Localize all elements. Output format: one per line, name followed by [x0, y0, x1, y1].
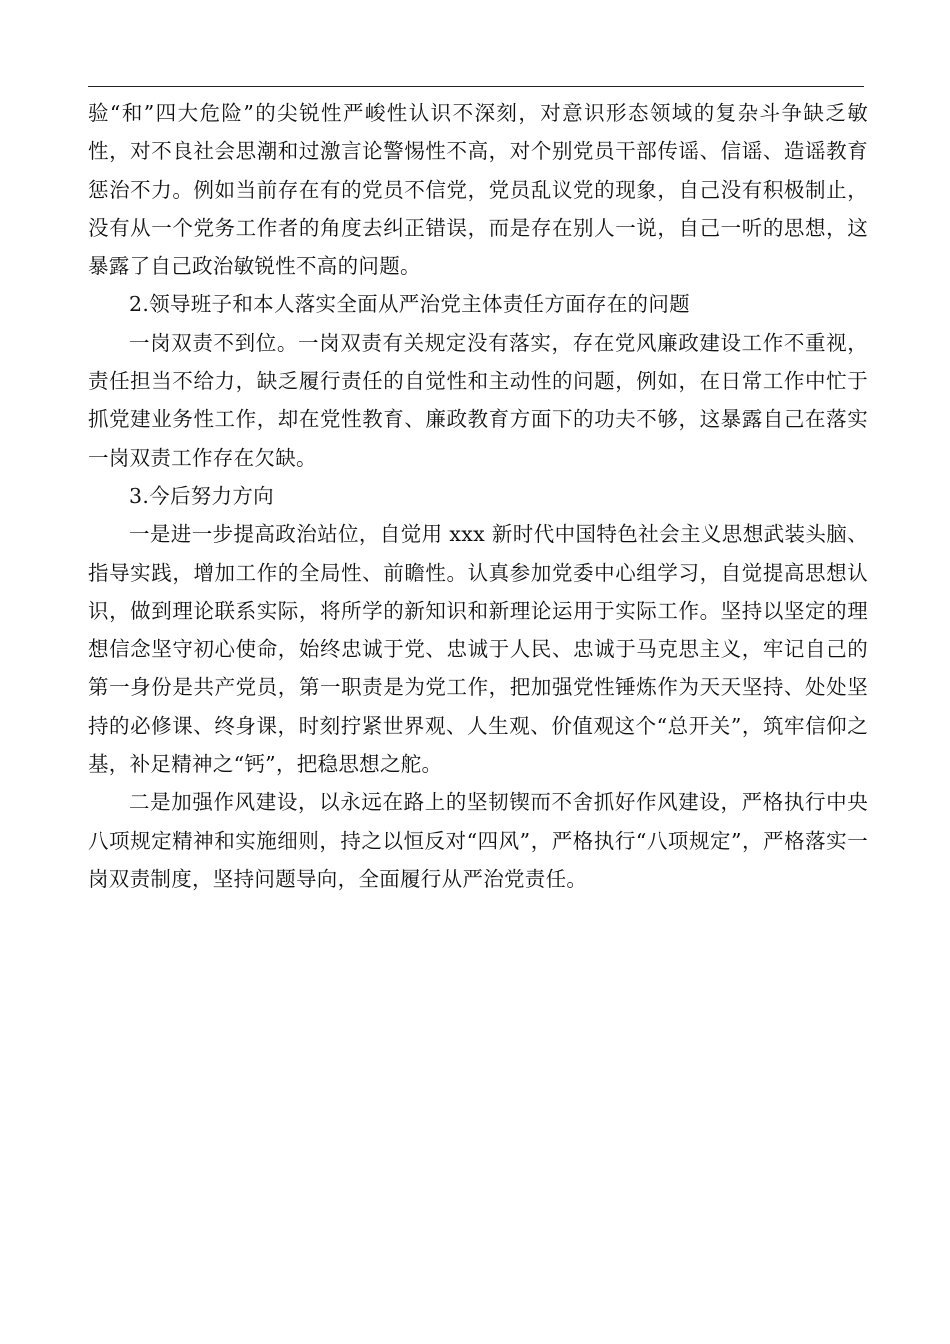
- paragraph-political-standing: 一是进一步提高政治站位，自觉用 xxx 新时代中国特色社会主义思想武装头脑、指导实践，增加工作的全局性、前瞻性。认真参加党委中心组学习，自觉提高思想认识，做到理论联系实际，将所学的新知识和新理论运用于实际工作。坚持以坚定的理想信念坚守初心使命，始终忠诚于党、忠诚于人民、忠诚于马克思主义，牢记自己的第一身份是共产党员，第一职责是为党工作，把加强党性锤炼作为天天坚持、处处坚持的必修课、终身课，时刻拧紧世界观、人生观、价值观这个“总开关”，筑牢信仰之基，补足精神之“钙”，把稳思想之舵。: [88, 522, 868, 777]
- document-body: [88, 94, 868, 898]
- header-rule: [88, 86, 864, 87]
- paragraph-work-style: 二是加强作风建设，以永远在路上的坚韧锲而不舍抓好作风建设，严格执行中央八项规定精神和实施细则，持之以恒反对“四风”，严格执行“八项规定”，严格落实一岗双责制度，坚持问题导向，全面履行从严治党责任。: [88, 790, 868, 891]
- section-heading-responsibility: 2.领导班子和本人落实全面从严治党主体责任方面存在的问题: [129, 292, 690, 317]
- paragraph-political-sensitivity: 验“和”四大危险”的尖锐性严峻性认识不深刻，对意识形态领域的复杂斗争缺乏敏性，对不良社会思潮和过激言论警惕性不高，对个别党员干部传谣、信谣、造谣教育惩治不力。例如当前存在有的党员不信党，党员乱议党的现象，自己没有积极制止，没有从一个党务工作者的角度去纠正错误，而是存在别人一说，自己一听的思想，这暴露了自己政治敏锐性不高的问题。: [88, 101, 868, 279]
- paragraph-one-post-two-duties: 一岗双责不到位。一岗双责有关规定没有落实，存在党风廉政建设工作不重视，责任担当不给力，缺乏履行责任的自觉性和主动性的问题，例如，在日常工作中忙于抓党建业务性工作，却在党性教育、廉政教育方面下的功夫不够，这暴露自己在落实一岗双责工作存在欠缺。: [88, 330, 868, 470]
- section-heading-future-direction: 3.今后努力方向: [129, 483, 274, 508]
